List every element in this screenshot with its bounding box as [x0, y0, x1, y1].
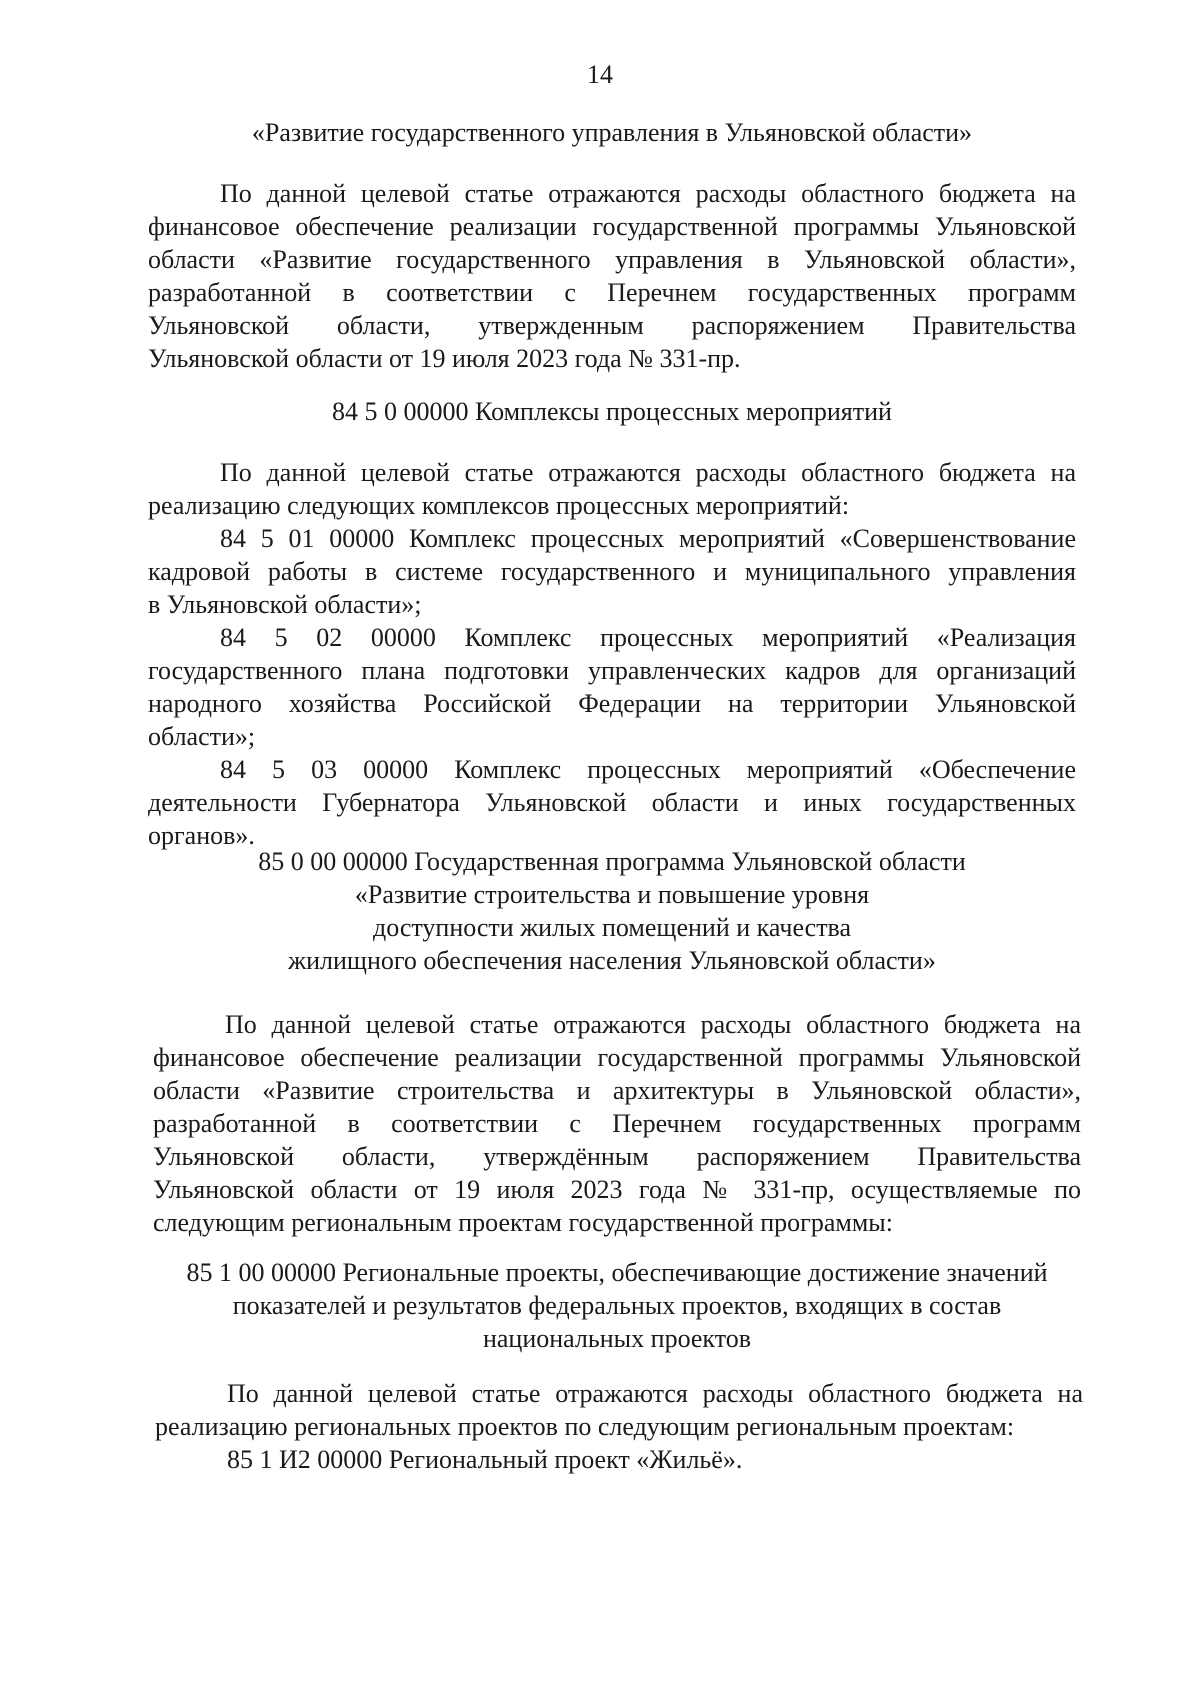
heading-line: 85 1 00 00000 Региональные проекты, обеспечивающие достижение значений	[186, 1258, 1048, 1287]
text-line: По данной целевой статье отражаются расходы областного бюджета на	[220, 179, 1076, 208]
paragraph-4	[155, 1377, 1083, 1476]
text-line: области «Развитие строительства и архитектуры в Ульяновской области»,	[153, 1076, 1081, 1105]
heading-line: национальных проектов	[482, 1324, 752, 1353]
list-item: 84 5 03 00000 Комплекс процессных мероприятий «Обеспечение	[220, 755, 1076, 784]
text-line: кадровой работы в системе государственного и муниципального управления	[148, 557, 1076, 586]
text-line: финансовое обеспечение реализации государственной программы Ульяновской	[148, 212, 1076, 241]
heading-line: 85 0 00 00000 Государственная программа Ульяновской области	[258, 847, 966, 876]
list-item: 84 5 02 00000 Комплекс процессных мероприятий «Реализация	[220, 623, 1076, 652]
text-line: По данной целевой статье отражаются расходы областного бюджета на	[220, 458, 1076, 487]
text-line: Ульяновской области от 19 июля 2023 года № 331-пр, осуществляемые по	[153, 1175, 1081, 1204]
text-line: разработанной в соответствии с Перечнем государственных программ	[148, 278, 1076, 307]
list-item: 84 5 01 00000 Комплекс процессных мероприятий «Совершенствование	[220, 524, 1076, 553]
text-line: Ульяновской области, утверждённым распоряжением Правительства	[153, 1142, 1081, 1171]
text-line: финансовое обеспечение реализации государственной программы Ульяновской	[153, 1043, 1081, 1072]
text-line: области «Развитие государственного управления в Ульяновской области»,	[148, 245, 1076, 274]
text-line: Ульяновской области от 19 июля 2023 года № 331-пр.	[148, 344, 741, 373]
page-number: 14	[587, 60, 613, 89]
section-heading-1: «Развитие государственного управления в Ульяновской области»	[251, 118, 973, 147]
text-line: реализацию региональных проектов по следующим региональным проектам:	[155, 1412, 1015, 1441]
heading-line: жилищного обеспечения населения Ульяновской области»	[288, 946, 936, 975]
paragraph-1	[148, 177, 1076, 375]
text-line: Ульяновской области, утвержденным распоряжением Правительства	[148, 311, 1076, 340]
text-line: органов».	[148, 821, 255, 850]
paragraph-2	[148, 456, 1076, 852]
list-item: 85 1 И2 00000 Региональный проект «Жильё».	[227, 1445, 743, 1474]
heading-line: доступности жилых помещений и качества	[372, 913, 852, 942]
section-heading-2: 84 5 0 00000 Комплексы процессных мероприятий	[332, 397, 892, 426]
text-line: разработанной в соответствии с Перечнем государственных программ	[153, 1109, 1081, 1138]
text-line: По данной целевой статье отражаются расходы областного бюджета на	[227, 1379, 1083, 1408]
text-line: следующим региональным проектам государственной программы:	[153, 1208, 893, 1237]
text-line: реализацию следующих комплексов процессных мероприятий:	[148, 491, 850, 520]
text-line: деятельности Губернатора Ульяновской области и иных государственных	[148, 788, 1076, 817]
text-line: в Ульяновской области»;	[148, 590, 422, 619]
text-line: По данной целевой статье отражаются расходы областного бюджета на	[225, 1010, 1081, 1039]
section-heading-3	[148, 845, 1076, 977]
paragraph-3	[153, 1008, 1081, 1239]
text-line: государственного плана подготовки управленческих кадров для организаций	[148, 656, 1076, 685]
heading-line: показателей и результатов федеральных проектов, входящих в состав	[232, 1291, 1002, 1320]
section-heading-4	[153, 1256, 1081, 1355]
text-line: области»;	[148, 722, 256, 751]
heading-line: «Развитие строительства и повышение уровня	[354, 880, 870, 909]
text-line: народного хозяйства Российской Федерации на территории Ульяновской	[148, 689, 1076, 718]
